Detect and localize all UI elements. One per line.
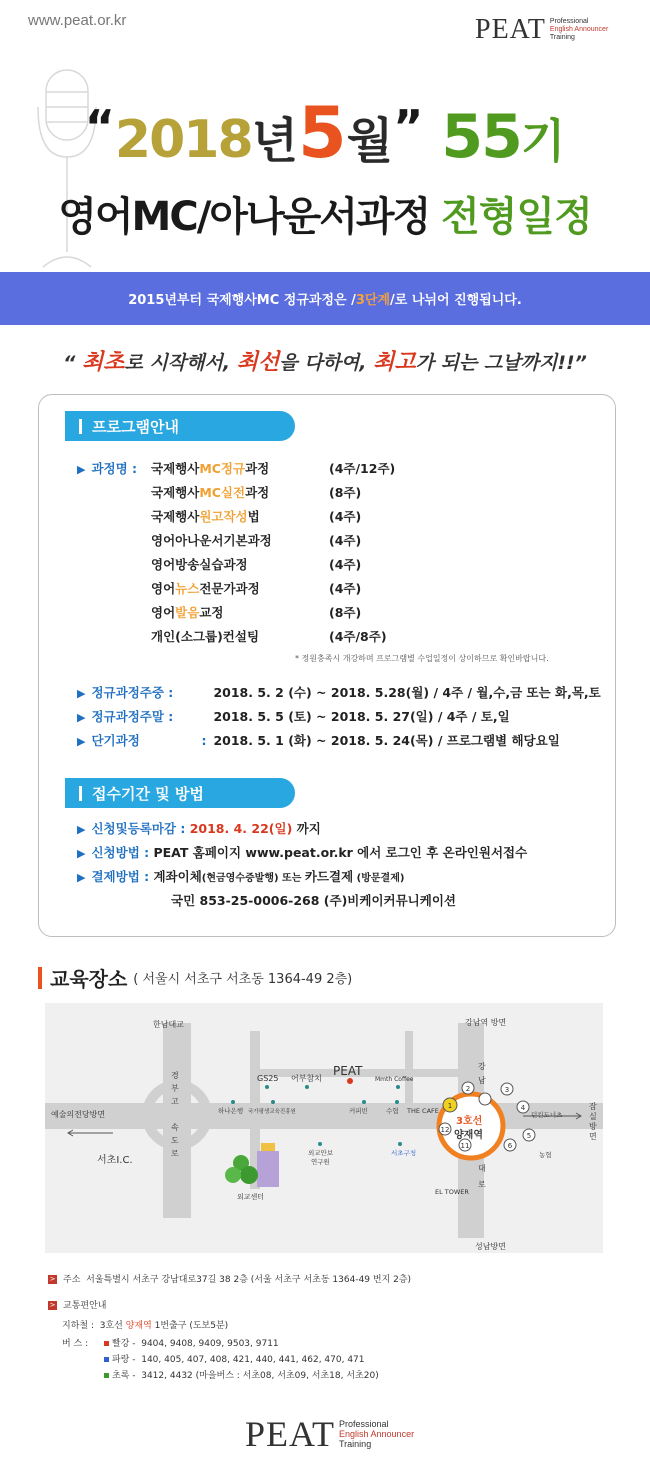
map-foreign-center: 외교센터 (237, 1193, 265, 1201)
course-label: 과정명 : (91, 461, 138, 476)
method-label: 신청방법 : (91, 845, 150, 860)
course-name-pre: 영어방송실습과정 (151, 557, 248, 572)
slogan-word-3: 최고 (373, 350, 416, 375)
map-eltower: EL TOWER (435, 1188, 469, 1196)
title-gi-suffix: 기 (520, 114, 566, 168)
slogan-text-3: 가 되는 그날까지!! (415, 352, 575, 374)
map-highway-6: 로 (171, 1149, 179, 1158)
program-section-header (65, 411, 295, 441)
traffic-label: 교통편안내 (63, 1301, 107, 1311)
slogan-close-quote: ” (574, 352, 587, 374)
info-banner (0, 272, 650, 325)
map-peat: PEAT (333, 1064, 363, 1078)
program-note: * 정원충족시 개강하며 프로그램별 수업일정이 상이하므로 확인바랍니다. (295, 654, 549, 663)
course-duration: (8주) (329, 605, 362, 620)
address-label: 주소 (63, 1275, 81, 1285)
bus-color-name: 파랑 - (112, 1355, 136, 1365)
map-jamsil-1: 잠 (589, 1102, 597, 1111)
section-bar-icon (79, 419, 82, 434)
place-address: ( 서울시 서초구 서초동 1364-49 2층) (133, 972, 353, 987)
course-duration: (4주/8주) (329, 629, 387, 644)
title-month-suffix: 월 (346, 113, 394, 169)
payment-receipt: (현금영수증발행) (201, 873, 279, 884)
arrow-right-icon: ▶ (77, 847, 86, 860)
course-name-pre: 영어아나운서기본과정 (151, 533, 272, 548)
arrow-right-icon: ▶ (77, 711, 86, 724)
bus-item (104, 1368, 379, 1381)
map-hannam-bridge: 한남대교 (153, 1020, 184, 1029)
course-name (151, 507, 329, 525)
exit-4-label: 4 (520, 1104, 526, 1112)
course-name-hl: 원고작성 (199, 509, 248, 524)
subway-label: 지하철 : (62, 1321, 94, 1331)
deadline-suffix: 까지 (296, 821, 321, 836)
address-text: 서울특별시 서초구 강남대로37길 38 2층 (서울 서초구 서초동 1364-49 번지 2층) (86, 1275, 412, 1285)
map-highway-2: 부 (171, 1084, 179, 1093)
map-suhyup: 수협 (386, 1107, 399, 1115)
map-nonghyup: 농협 (539, 1151, 552, 1159)
course-name-hl: 뉴스 (175, 581, 200, 596)
map-jamsil-2: 실 (589, 1112, 597, 1121)
map-seocho-ic: 서초I.C. (97, 1155, 133, 1166)
map-daero-1: 대 (478, 1164, 486, 1173)
course-name (151, 579, 329, 597)
slogan-word-1: 최초 (81, 350, 125, 375)
schedule-label: 단기과정 (91, 733, 140, 748)
traffic-header (48, 1298, 106, 1311)
place-title-text: 교육장소 (50, 967, 128, 991)
map-arts-center-direction: 예술의전당방면 (51, 1110, 106, 1119)
title-course: 영어MC/아나운서과정 (58, 194, 430, 240)
course-duration: (4주) (329, 557, 362, 572)
schedule-item (77, 731, 560, 749)
map-jamsil-3: 방 (589, 1122, 597, 1131)
payment-card: 카드결제 (304, 869, 354, 884)
bus-color-name: 빨강 - (112, 1339, 136, 1349)
exit-1-label: 1 (447, 1102, 453, 1110)
map-hana-bank: 하나은행 (218, 1107, 244, 1115)
bus-color-name: 초록 - (112, 1371, 136, 1381)
course-item (151, 555, 361, 573)
application-section-header (65, 778, 295, 808)
title-month: 5 (298, 92, 347, 174)
arrow-right-icon: ▶ (77, 823, 86, 836)
banner-highlight: 3단계 (355, 293, 391, 308)
place-title (38, 963, 352, 992)
bus-color-icon (104, 1373, 109, 1378)
course-name (151, 531, 329, 549)
course-name-hl: MC실전 (199, 485, 246, 500)
title-gi-number: 55 (441, 102, 521, 172)
course-name-pre: 국제행사 (151, 485, 200, 500)
course-name-post: 과정 (245, 461, 270, 476)
course-name-post: 법 (247, 509, 260, 524)
payment-or: 또는 (278, 873, 305, 884)
bus-item (104, 1352, 365, 1365)
logo-tagline-1: Professional (339, 1419, 389, 1429)
course-name-hl: 발음 (175, 605, 200, 620)
map-gangnam-road-2: 남 (478, 1076, 486, 1085)
arrow-right-icon: ▶ (77, 871, 86, 884)
account-row: 국민 853-25-0006-268 (주)비케이커뮤니케이션 (171, 893, 456, 908)
map-highway-3: 고 (171, 1097, 179, 1106)
bus-color-icon (104, 1341, 109, 1346)
program-info-box (38, 394, 616, 937)
course-duration: (4주) (329, 533, 362, 548)
close-quote: ” (393, 100, 424, 154)
map-gs25: GS25 (257, 1074, 279, 1083)
logo-tagline-1: Professional (549, 18, 589, 25)
logo-tagline (550, 18, 608, 42)
payment-transfer: 계좌이체 (153, 869, 202, 884)
course-name-pre: 국제행사 (151, 461, 200, 476)
title-line-2 (0, 185, 650, 242)
exit-11-label: 11 (460, 1142, 470, 1150)
place-title-mark (38, 967, 42, 989)
title-year: 2018 (114, 110, 252, 170)
course-label-row (77, 459, 137, 477)
bus-routes: 3412, 4432 (마을버스 : 서초08, 서초09, 서초18, 서초20) (141, 1371, 379, 1381)
course-item (151, 627, 387, 645)
course-name (151, 627, 329, 645)
deadline-row (77, 819, 321, 837)
course-name-post: 과정 (245, 485, 270, 500)
logo-tagline-3: Training (339, 1439, 372, 1449)
map-gangnam-direction: 강남역 방면 (465, 1018, 507, 1027)
logo-tagline (339, 1419, 414, 1449)
course-name-pre: 영어 (151, 581, 176, 596)
method-row (77, 843, 527, 861)
logo-tagline-2: English Announcer (549, 26, 609, 33)
arrow-right-icon: ▶ (77, 687, 86, 700)
deadline-label: 신청및등록마감 : (91, 821, 186, 836)
course-name (151, 603, 329, 621)
payment-label: 결제방법 : (91, 869, 150, 884)
exit-5-label: 5 (526, 1132, 532, 1140)
map-obu: 어부참치 (291, 1074, 322, 1083)
map-mmth-coffee: Mmth Coffee (375, 1076, 414, 1083)
course-name (151, 483, 329, 501)
slogan-word-2: 최선 (236, 350, 280, 375)
map-research-1: 외교안보 (308, 1149, 334, 1157)
title-schedule: 전형일정 (441, 194, 592, 240)
course-item (151, 483, 361, 501)
subway-station: 양재역 (125, 1321, 152, 1331)
banner-text-before: 2015년부터 국제행사MC 정규과정은 / (128, 293, 356, 308)
course-name-pre: 영어 (151, 605, 176, 620)
logo-wordmark: PEAT (475, 14, 546, 45)
map-jamsil-4: 면 (589, 1132, 597, 1141)
schedule-label: 정규과정주중 : (91, 685, 174, 700)
schedule-text: 2018. 5. 5 (토) ~ 2018. 5. 27(일) / 4주 / 토,일 (213, 709, 510, 724)
map-the-cafe: THE CAFE (407, 1107, 439, 1115)
course-name-pre: 국제행사 (151, 509, 200, 524)
payment-row (77, 867, 404, 885)
arrow-right-icon: ▶ (77, 735, 86, 748)
schedule-label: 정규과정주말 : (91, 709, 174, 724)
site-url[interactable]: www.peat.or.kr (28, 12, 127, 29)
schedule-colon: : (201, 733, 207, 748)
course-duration: (8주) (329, 485, 362, 500)
arrow-right-icon: ▶ (77, 463, 86, 476)
section-bar-icon (79, 786, 82, 801)
chevron-right-icon: > (49, 1275, 56, 1283)
schedule-text: 2018. 5. 1 (화) ~ 2018. 5. 24(목) / 프로그램별 해당요일 (213, 733, 560, 748)
map-highway-1: 경 (171, 1071, 179, 1080)
map-yangjae: 양재역 (454, 1130, 483, 1141)
slogan-text-2: 을 다하여, (279, 352, 374, 374)
subway-exit: 1번출구 (도보5분) (151, 1321, 229, 1331)
exit-3-label: 3 (504, 1086, 510, 1094)
subway-line: 3호선 (99, 1321, 126, 1331)
logo-tagline-2: English Announcer (339, 1429, 415, 1439)
subway-info (62, 1318, 228, 1331)
course-item (151, 579, 361, 597)
program-section-title: 프로그램안내 (92, 417, 179, 436)
course-duration: (4주) (329, 581, 362, 596)
course-name (151, 459, 329, 477)
map-seongnam-direction: 성남방면 (475, 1242, 506, 1251)
logo-wordmark: PEAT (245, 1414, 336, 1454)
chevron-right-icon: > (49, 1301, 56, 1309)
schedule-item (77, 683, 601, 701)
course-duration: (4주) (329, 509, 362, 524)
slogan (0, 345, 650, 376)
logo-tagline-3: Training (549, 34, 575, 41)
slogan-text-1: 로 시작해서, (124, 352, 237, 374)
course-item (151, 459, 395, 477)
title-line-1 (0, 92, 650, 174)
payment-visit: (방문결제) (353, 873, 405, 884)
bus-color-icon (104, 1357, 109, 1362)
slogan-open-quote: “ (63, 352, 76, 374)
course-item (151, 531, 361, 549)
map-coffee-bean: 커피빈 (349, 1107, 368, 1115)
title-year-suffix: 년 (251, 113, 299, 169)
bus-label: 버 스 : (62, 1339, 89, 1349)
exit-6-label: 6 (507, 1142, 513, 1150)
course-duration: (4주/12주) (329, 461, 396, 476)
bus-routes: 9404, 9408, 9409, 9503, 9711 (141, 1339, 279, 1349)
location-map (45, 1003, 603, 1253)
peat-logo-bottom (245, 1413, 414, 1455)
course-name-pre: 개인(소그룹)컨설팅 (151, 629, 260, 644)
application-section-title: 접수기간 및 방법 (92, 784, 204, 803)
map-daero-2: 로 (478, 1180, 486, 1189)
map-line3: 3호선 (456, 1116, 483, 1127)
map-research-2: 연구원 (311, 1158, 330, 1166)
course-name-hl: MC정규 (199, 461, 246, 476)
course-name (151, 555, 329, 573)
map-seocho-office: 서초구청 (391, 1149, 417, 1157)
open-quote: “ (84, 100, 115, 154)
map-dunkin: 던킨도너츠 (531, 1111, 563, 1119)
course-item (151, 603, 361, 621)
map-gangnam-road-1: 강 (478, 1062, 486, 1071)
course-item (151, 507, 361, 525)
map-highway-5: 도 (171, 1136, 179, 1145)
bus-routes: 140, 405, 407, 408, 421, 440, 441, 462, 470, 471 (141, 1355, 365, 1365)
bus-item (104, 1336, 279, 1349)
method-text: PEAT 홈페이지 www.peat.or.kr 에서 로그인 후 온라인원서접수 (153, 845, 528, 860)
banner-text-after: /로 나뉘어 진행됩니다. (390, 293, 522, 308)
course-name-post: 교정 (199, 605, 224, 620)
schedule-text: 2018. 5. 2 (수) ~ 2018. 5.28(월) / 4주 / 월,수,금 또는 화,목,토 (213, 685, 601, 700)
exit-12-label: 12 (440, 1126, 450, 1134)
course-name-post: 전문가과정 (199, 581, 260, 596)
address-info (48, 1272, 411, 1285)
schedule-item (77, 707, 510, 725)
exit-2-label: 2 (465, 1085, 471, 1093)
peat-logo-top (475, 14, 608, 46)
map-gukje: 국가평생교육진흥원 (248, 1109, 296, 1115)
map-highway-4: 속 (171, 1123, 179, 1132)
deadline-date: 2018. 4. 22(일) (189, 821, 293, 836)
